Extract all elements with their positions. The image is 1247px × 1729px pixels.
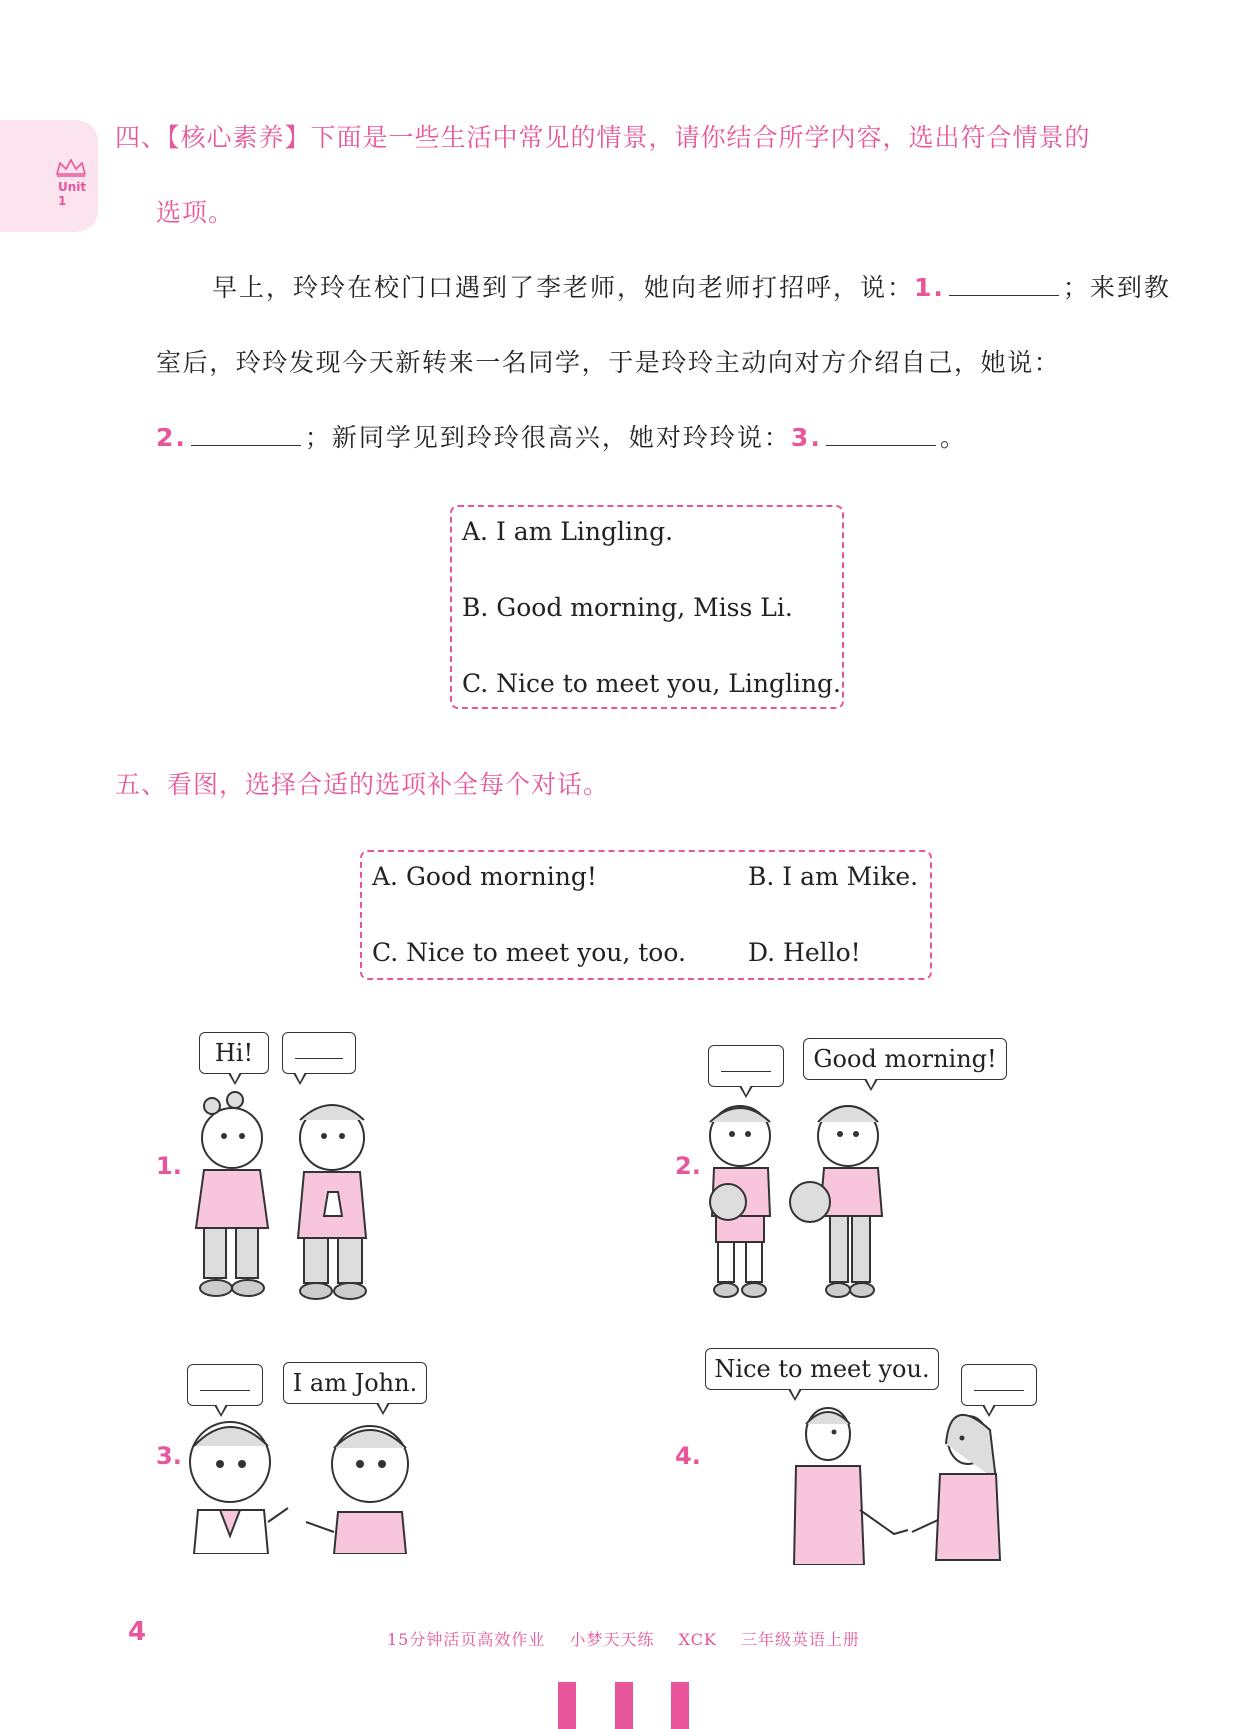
- option-a: A. I am Lingling.: [462, 517, 674, 546]
- answer-bubble-1[interactable]: [282, 1032, 356, 1074]
- answer-blank-2[interactable]: [191, 419, 301, 446]
- answer-blank-1[interactable]: [949, 269, 1059, 296]
- bubble-text: Good morning!: [813, 1045, 997, 1073]
- option-a: A. Good morning!: [372, 862, 597, 891]
- option-b: B. I am Mike.: [748, 862, 919, 891]
- footer-brand: 小梦天天练: [569, 1630, 655, 1649]
- binding-bar: [615, 1682, 633, 1729]
- option-c: C. Nice to meet you, too.: [372, 938, 686, 967]
- bubble-text: Hi!: [214, 1039, 254, 1067]
- dialog-number-2: 2.: [675, 1152, 701, 1180]
- bubble-text: Nice to meet you.: [714, 1355, 930, 1383]
- blank-number-3: 3.: [790, 423, 822, 452]
- dialog-number-3: 3.: [156, 1442, 182, 1470]
- answer-bubble-2[interactable]: [708, 1045, 784, 1087]
- binding-bar: [558, 1682, 576, 1729]
- two-boys-introduce-illustration: [184, 1412, 424, 1554]
- speech-bubble: [199, 1032, 269, 1074]
- unit-label: Unit 1: [58, 180, 87, 208]
- footer-info: [387, 1627, 878, 1650]
- option-b: B. Good morning, Miss Li.: [462, 593, 793, 622]
- section4-heading-cont: 选项。: [156, 198, 235, 227]
- answer-bubble-3[interactable]: [187, 1364, 263, 1406]
- footer-series: 15分钟活页高效作业: [387, 1630, 546, 1649]
- blank-number-2: 2.: [156, 423, 187, 452]
- section4-para-line1: [212, 268, 1171, 304]
- dialog-number-1: 1.: [156, 1152, 182, 1180]
- speech-bubble: [283, 1362, 427, 1404]
- page-number: 4: [128, 1617, 147, 1647]
- crown-icon: [54, 158, 88, 178]
- speech-bubble: [705, 1348, 939, 1390]
- section5-heading: 五、看图，选择合适的选项补全每个对话。: [115, 770, 610, 799]
- section4-options-box: [450, 505, 844, 709]
- section4-para-line2: 室后，玲玲发现今天新转来一名同学，于是玲玲主动向对方介绍自己，她说：: [156, 348, 1061, 377]
- bubble-text: I am John.: [292, 1369, 418, 1397]
- section4-heading: 四、【核心素养】下面是一些生活中常见的情景，请你结合所学内容，选出符合情景的: [115, 123, 1091, 152]
- answer-blank-3[interactable]: [826, 419, 936, 446]
- girl-boy-greeting-illustration: [180, 1088, 410, 1303]
- section5-options-box: [360, 850, 932, 980]
- option-d: D. Hello!: [748, 938, 861, 967]
- para-text: ；来到教: [1062, 273, 1171, 302]
- section4-para-line3: [156, 418, 967, 454]
- para-text: 早上，玲玲在校门口遇到了李老师，她向老师打招呼，说：: [212, 273, 915, 302]
- unit-tab: [0, 120, 98, 232]
- blank-number-1: 1.: [914, 273, 945, 302]
- option-c: C. Nice to meet you, Lingling.: [462, 669, 841, 698]
- dialog-number-4: 4.: [675, 1442, 701, 1470]
- footer-code: XCK: [678, 1630, 717, 1649]
- footer-book: 三年级英语上册: [740, 1630, 860, 1649]
- two-boys-basketball-illustration: [700, 1090, 900, 1305]
- para-text: 。: [939, 423, 967, 452]
- speech-bubble: [803, 1038, 1007, 1080]
- binding-bar: [671, 1682, 689, 1729]
- para-text: ；新同学见到玲玲很高兴，她对玲玲说：: [304, 423, 791, 452]
- handshake-adults-illustration: [790, 1400, 1010, 1565]
